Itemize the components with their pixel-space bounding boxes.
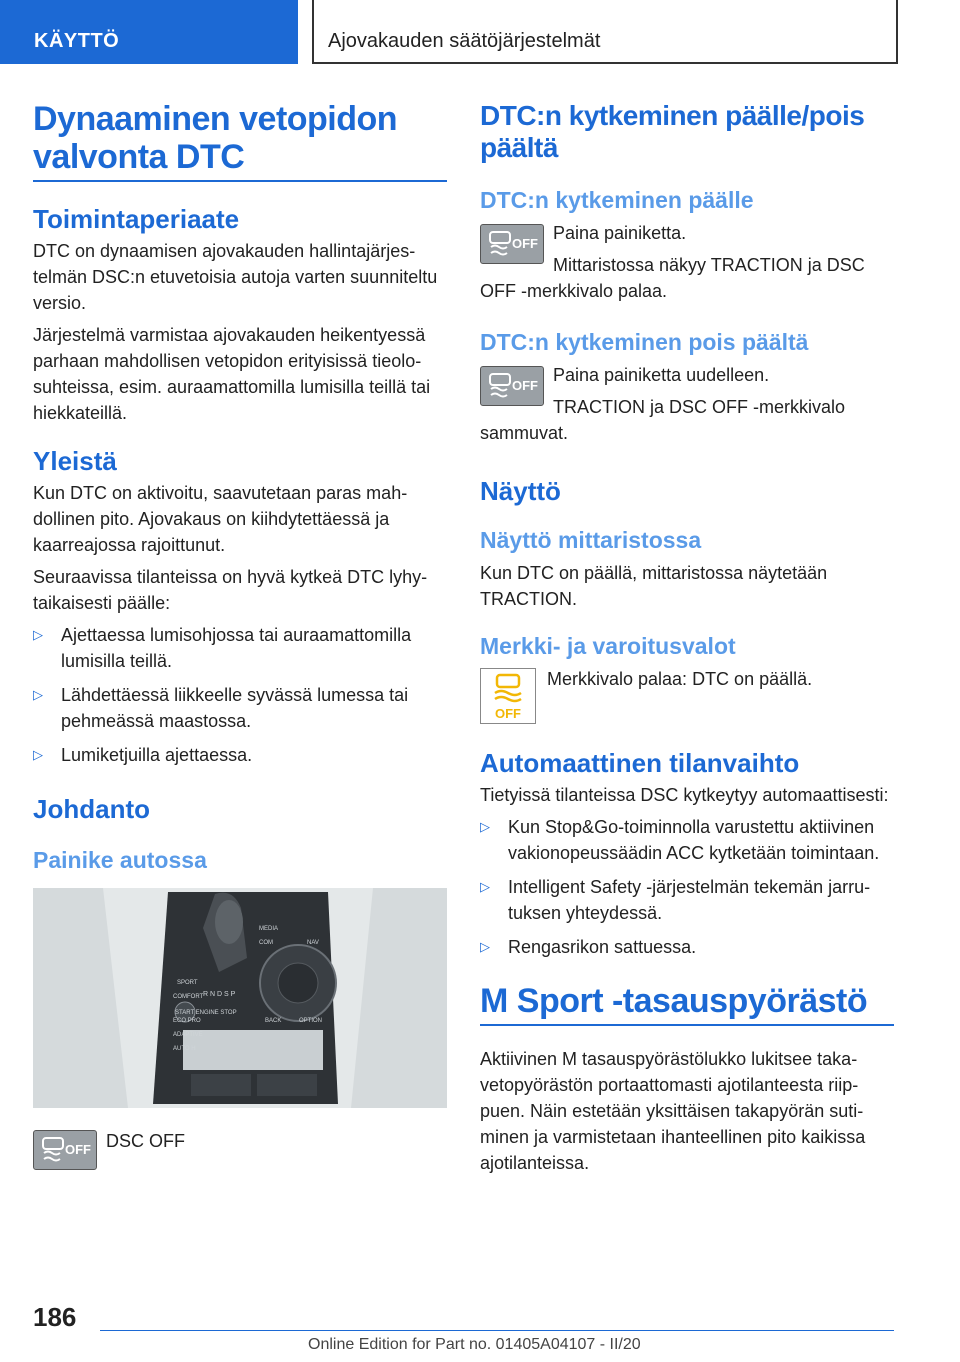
triangle-bullet-icon: ▷ xyxy=(33,747,43,762)
heading-dtc-off: DTC:n kytkeminen pois päältä xyxy=(480,329,809,355)
dsc-off-icon xyxy=(33,1130,97,1170)
dtc-amber-lamp-icon xyxy=(481,669,535,723)
photo-label-auto-h: AUTO H xyxy=(173,1046,196,1052)
dsc-off-label: DSC OFF xyxy=(106,1131,185,1151)
list-item-text: Lumiketjuilla ajettaessa. xyxy=(61,745,253,765)
list-item-text: Lähdettäessä liikkeelle syvässä lumessa tai pehmeässä maastossa. xyxy=(61,685,409,731)
dtc-on-para-2-text: Mittaristossa näkyy TRACTION ja DSC OFF -merkkivalo palaa. xyxy=(480,255,865,301)
page-footer xyxy=(0,1296,960,1356)
list-item-text: Ajettaessa lumisohjossa tai auraamattomilla lumisilla teillä. xyxy=(61,625,412,671)
chapter-label: Ajovakauden säätöjärjestelmät xyxy=(328,30,601,52)
off-text: OFF xyxy=(512,378,538,393)
list-item xyxy=(480,874,894,926)
photo-label-nav: NAV xyxy=(307,940,319,946)
list-item xyxy=(480,814,894,866)
heading-principle: Toimintaperiaate xyxy=(33,204,240,234)
right-column xyxy=(480,100,894,1182)
center-console-illustration xyxy=(33,888,447,1108)
dtc-on-para-1: Paina painiketta. xyxy=(553,223,687,243)
triangle-bullet-icon: ▷ xyxy=(33,627,43,642)
principle-para-1: DTC on dynaamisen ajovakauden hallintajärjestelmän DSC:n etuvetoisia autoja varten suunniteltu versio. xyxy=(33,241,438,313)
dsc-off-row xyxy=(33,1126,447,1186)
triangle-bullet-icon: ▷ xyxy=(33,687,43,702)
heading-intro: Johdanto xyxy=(33,794,150,824)
triangle-bullet-icon: ▷ xyxy=(480,879,490,894)
section-title-msport: M Sport -tasauspyörästö xyxy=(480,982,868,1020)
left-column xyxy=(33,100,447,1186)
photo-label-option: OPTION xyxy=(299,1018,323,1024)
principle-para-2: Järjestelmä varmistaa ajovakauden heikentyessä parhaan mahdollisen vetopidon erityisissä tieolosuhteissa, esim. auraamattomilla lumisilla teillä tai hiekkateillä. xyxy=(33,325,431,423)
amber-off-text: OFF xyxy=(495,706,521,721)
footer-rule xyxy=(100,1330,894,1331)
dtc-on-row xyxy=(480,220,894,304)
photo-label-back: BACK xyxy=(265,1018,282,1024)
photo-label-comfort: COMFORT xyxy=(173,994,204,1000)
heading-general: Yleistä xyxy=(33,446,117,476)
edition-text: Online Edition for Part no. 01405A04107 - II/20 xyxy=(308,1336,641,1353)
general-para-2: Seuraavissa tilanteissa on hyvä kytkeä DTC lyhytaikaisesti päälle: xyxy=(33,567,428,613)
triangle-bullet-icon: ▷ xyxy=(480,819,490,834)
heading-indicator-lights: Merkki- ja varoitusvalot xyxy=(480,633,736,659)
photo-label-gear: R N D S P xyxy=(203,991,236,998)
section-label: KÄYTTÖ xyxy=(34,30,120,52)
list-item xyxy=(33,742,447,768)
skid-car-icon xyxy=(487,372,513,400)
title-block xyxy=(33,100,447,182)
dsc-off-icon xyxy=(480,224,544,264)
heading-display: Näyttö xyxy=(480,476,561,506)
heading-auto-mode: Automaattinen tilanvaihto xyxy=(480,748,800,778)
photo-label-adaptive: ADAPTIVE xyxy=(173,1032,203,1038)
cluster-para: Kun DTC on päällä, mittaristossa näytetään TRACTION. xyxy=(480,563,828,609)
heading-button-in-car: Painike autossa xyxy=(33,847,207,873)
heading-dtc-on: DTC:n kytkeminen päälle xyxy=(480,187,754,213)
dtc-off-para-2-text: TRACTION ja DSC OFF -merkkivalo sammuvat. xyxy=(480,397,846,443)
page-header xyxy=(0,0,960,66)
photo-label-media: MEDIA xyxy=(259,926,279,932)
heading-cluster-display: Näyttö mittaristossa xyxy=(480,527,702,553)
triangle-bullet-icon: ▷ xyxy=(480,939,490,954)
dtc-off-row xyxy=(480,362,894,446)
photo-label-eco: ECO PRO xyxy=(173,1018,201,1024)
chapter-tab xyxy=(312,0,898,64)
msport-para: Aktiivinen M tasauspyörästölukko lukitsee takavetopyörästön portaattomasti ajotilanteesta riippuen. Näin estetään yksittäisen takapyörän sutiminen ja varmistetaan ihanteellinen pito kaikissa ajotilanteissa. xyxy=(480,1049,866,1173)
list-item xyxy=(480,934,894,960)
off-text: OFF xyxy=(512,236,538,251)
photo-label-sport: SPORT xyxy=(177,980,198,986)
page-number: 186 xyxy=(33,1302,77,1332)
dtc-warning-icon xyxy=(480,668,536,724)
section-title-dtc-toggle: DTC:n kytkeminen päälle/pois päältä xyxy=(480,100,865,163)
list-item-text: Intelligent Safety -järjestelmän tekemän jarrutuksen yhteydessä. xyxy=(508,877,871,923)
general-para-1: Kun DTC on aktivoitu, saavutetaan paras mahdollinen pito. Ajovakaus on kiihdytettäessä ja kaarreajossa rajoittunut. xyxy=(33,483,408,555)
indicator-para: Merkkivalo palaa: DTC on päällä. xyxy=(547,669,813,689)
skid-car-icon xyxy=(487,230,513,258)
off-text: OFF xyxy=(65,1142,91,1157)
list-item-text: Rengasrikon sattuessa. xyxy=(508,937,697,957)
center-console-photo xyxy=(33,888,447,1108)
indicator-row xyxy=(480,666,894,726)
general-bullet-list xyxy=(33,622,447,768)
auto-bullet-list xyxy=(480,814,894,960)
msport-title-block xyxy=(480,982,894,1026)
page-title: Dynaaminen vetopidon valvonta DTC xyxy=(33,100,398,176)
section-tab xyxy=(0,0,298,64)
photo-label-com: COM xyxy=(259,940,273,946)
list-item xyxy=(33,682,447,734)
dtc-off-para-1: Paina painiketta uudelleen. xyxy=(553,365,770,385)
list-item-text: Kun Stop&Go-toiminnolla varustettu aktiivinen vakionopeussäädin ACC kytketään toimintaan. xyxy=(508,817,880,863)
list-item xyxy=(33,622,447,674)
auto-para: Tietyissä tilanteissa DSC kytkeytyy automaattisesti: xyxy=(480,785,889,805)
photo-label-start: START ENGINE STOP xyxy=(175,1010,237,1016)
skid-car-icon xyxy=(40,1136,66,1164)
dsc-off-icon xyxy=(480,366,544,406)
